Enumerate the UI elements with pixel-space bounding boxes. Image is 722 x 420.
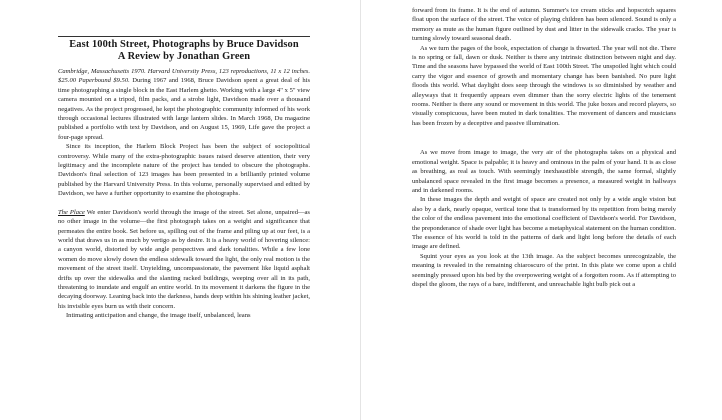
- citation: Cambridge, Massachusetts 1970. Harvard University Press, 123 reproductions, 11 x 12 inches. $25.00 Paperbound $9.50.: [58, 68, 310, 85]
- left-column: [58, 36, 310, 321]
- intro-paragraph-2: Since its inception, the Harlem Block Project has been the subject of sociopolitical controversy. While many of the extra-photographic issues raised deserve attention, their very legitimacy and the incomplete nature of the project has tended to obscure the photographs. Davidson's final selection of 123 images has been presented in a brilliantly printed volume published by the Harvard University Press. In this volume, personally supervised and edited by Davidson, we have a further opportunity to examine the photographs.: [58, 143, 310, 198]
- right-paragraph-2: As we turn the pages of the book, expectation of change is thwarted. The year will not die. There is no spring or fall, dawn or dusk. Neither is there any intrinsic distinction between night and day. Time and the seasons have bypassed the world of East 100th Street. The unspoiled light which could carry the vigor and essence of growth and momentary change has been banished. No pure light floods this world. What daylight does seep through the windows is so diminished by weather and alleyways that it frequently appears even dimmer than the sorry electric lights of the tenement rooms. Neither is there any sound or movement in this world. The juke boxes and record players, so visually conspicuous, have been muted in dark tonalities. The movement of dancers and musicians has been frozen by a deceptive and passive illumination.: [412, 44, 676, 127]
- right-paragraph-1: forward from its frame. It is the end of autumn. Summer's ice cream sticks and hopscotch squares float upon the surface of the street. The voice of playing children has been silenced. Sound is only a memory as mute as the human figure outlined by dust and litter in the sidewalk cracks. The year is turning slowly toward seasonal death.: [412, 7, 676, 43]
- right-page: [361, 0, 722, 420]
- intro-text: During 1967 and 1968, Bruce Davidson spent a great deal of his time photographing a single block in the East Harlem ghetto. Working with a large 4" x 5" view camera mounted on a tripod, film packs, and a strobe light, Davidson made over a thousand negatives. As the project progressed, he kept the photographic community informed of his work through occasional lectures illustrated with large lantern slides. In March 1968, Du magazine published a portfolio with text by Davidson, and on August 15, 1969, Life gave the project a four-page spread.: [58, 77, 311, 141]
- right-column: [412, 6, 676, 289]
- place-paragraph-2: Intimating anticipation and change, the image itself, unbalanced, leans: [66, 312, 251, 320]
- right-paragraph-3: As we move from image to image, the very air of the photographs takes on a physical and emotional weight. Space is palpable; it is heavy and ominous in the palm of your hand. It is as close as breathing, as real as touch. With seemingly inexhaustible strength, the same formal, slightly unbalanced space revealed in the first image becomes a presence, a measured weight in hallways and in darkened rooms.: [412, 149, 676, 194]
- title-rule: [58, 36, 310, 37]
- article-subtitle: A Review by Jonathan Green: [117, 51, 251, 62]
- intro-paragraph: [58, 67, 310, 142]
- article-title: East 100th Street, Photographs by Bruce Davidson: [69, 39, 299, 50]
- section-heading-the-place: The Place: [58, 208, 85, 216]
- right-paragraph-5: Squint your eyes as you look at the 13th image. As the subject becomes unrecognizable, the meaning is revealed in the remaining chiaroscuro of the print. In this plate we come upon a child seemingly pressed upon his bed by the overpowering weight of a forgotten room. As if attempting to dispel the gloom, the rays of a bare, indifferent, and unreachable light bulb pick out a: [412, 252, 676, 288]
- place-paragraph: [58, 208, 310, 311]
- place-text: We enter Davidson's world through the image of the street. Set alone, unpaired—as no other image in the volume—the first photograph takes on a weight and significance that permeates the entire book. Set before us, spilling out of the frame and piling up at our feet, is a world that draws us in as much by vertigo as by desire. It is a heavy world of hovering silence: a canyon world, distorted by wide angle perspectives and dark tonalities. While a few lone women do move slowly down the endless sidewalk toward the light, the only real motion is the movement of the street itself. Unyielding, uncompassionate, the pavement like liquid asphalt drifts up over the sidewalks and the slanting racked buildings, weeping over all in its path, threatening to inundate and engulf an entire world. In its movement it darkens the figure in the decaying doorway. Leaning back into the darkness, hands deep within his shining leather jacket, his invisible eyes burn us with their concern.: [58, 208, 310, 310]
- right-paragraph-4: In these images the depth and weight of space are created not only by a wide angle vision but also by a dark, nearly opaque, vertical tone that is transformed by its repetition from being merely the color of the endless pavement into the emotional coefficient of Davidson's world. For Davidson, the preponderance of shade over light has become a metaphysical statement on the human condition. The essence of his world is told in the patterns of dark and light long before the details of each image are defined.: [412, 196, 676, 251]
